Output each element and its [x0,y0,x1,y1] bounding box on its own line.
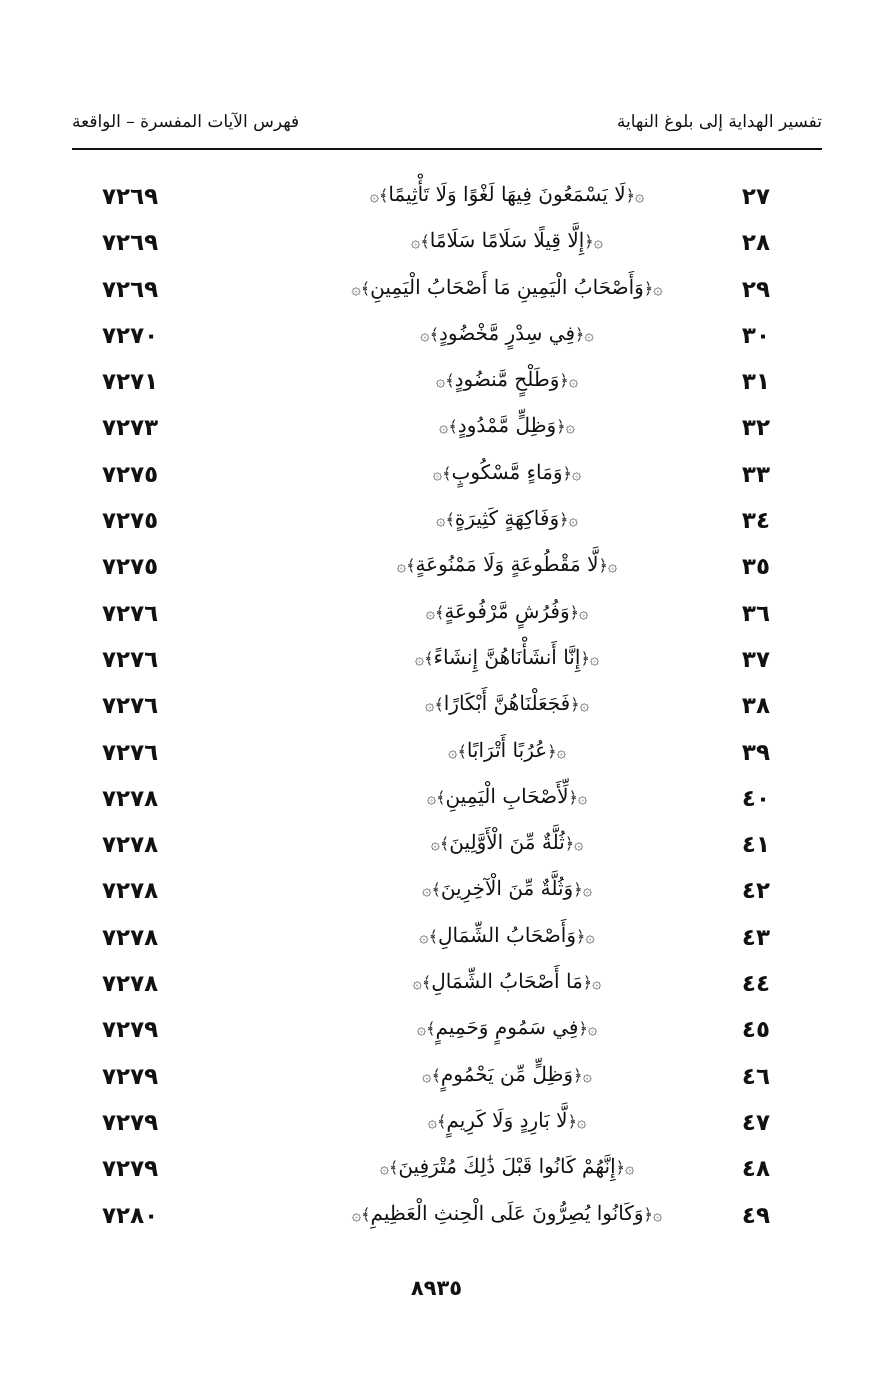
ornament-close-icon: ﴾۞ [351,1204,371,1224]
table-row [72,315,822,361]
ornament-open-icon: ۞﴿ [562,463,582,483]
page-reference: ٧٢٧٩ [102,1156,159,1183]
verse-number: ٤٢ [741,878,770,905]
page-reference: ٧٢٦٩ [102,184,159,210]
verse-text-content: مَا أَصْحَابُ الشِّمَالِ [431,969,583,994]
ornament-close-icon: ﴾۞ [425,602,445,622]
ornament-open-icon: ۞﴿ [547,741,566,761]
verse-number: ٤٧ [741,1109,770,1136]
ornament-open-icon: ۞﴿ [576,926,595,946]
verse-text [342,1201,672,1225]
verse-text [342,460,672,484]
ornament-open-icon: ۞﴿ [559,371,579,391]
page-reference: ٧٢٧٥ [102,508,159,535]
ornament-open-icon: ۞﴿ [567,1111,587,1131]
table-row [72,361,822,407]
ornament-close-icon: ﴾۞ [396,556,416,576]
verse-text [342,691,672,715]
table-row [72,593,822,639]
verse-number: ٤٦ [741,1063,770,1090]
page-reference: ٧٢٦٩ [102,230,159,257]
verse-text [342,506,672,530]
ornament-open-icon: ۞﴿ [643,1204,663,1224]
ornament-close-icon: ﴾۞ [427,1111,447,1131]
verse-text [342,1015,672,1039]
page-reference: ٧٢٧٨ [102,785,159,812]
verse-text [342,228,672,252]
ornament-open-icon: ۞﴿ [564,834,584,854]
verse-text-content: إِلَّا قِيلًا سَلَامًا سَلَامًا [429,228,585,253]
verse-number: ٢٧ [741,184,770,210]
verse-number: ٣٢ [741,415,770,442]
table-row [72,778,822,824]
ornament-open-icon: ۞﴿ [615,1158,635,1178]
table-row [72,407,822,453]
ornament-close-icon: ﴾۞ [448,741,467,761]
verse-text [342,738,672,762]
verse-text [342,599,672,623]
table-row [72,500,822,546]
verse-text [342,367,672,391]
verse-number: ٣٦ [741,600,770,627]
verse-text [342,784,672,808]
ornament-close-icon: ﴾۞ [369,186,389,205]
verse-number: ٤٨ [741,1156,770,1183]
page-reference: ٧٢٧٣ [102,415,159,442]
ornament-close-icon: ﴾۞ [430,834,450,854]
ornament-close-icon: ﴾۞ [420,324,439,344]
verse-text-content: ثُلَّةٌ مِّنَ الْأَوَّلِينَ [449,830,565,855]
verse-text [342,876,672,900]
verse-text-content: فِي سَمُومٍ وَحَمِيمٍ [435,1015,579,1040]
verse-number: ٢٩ [741,276,770,303]
verse-text-content: فِي سِدْرٍ مَّخْضُودٍ [438,320,576,345]
ornament-open-icon: ۞﴿ [559,510,578,530]
verse-number: ٤٣ [741,924,770,951]
table-row [72,963,822,1009]
verse-text [342,1154,672,1178]
verse-text-content: وَأَصْحَابُ الشِّمَالِ [437,922,577,947]
verse-number: ٤٥ [741,1017,770,1044]
ornament-close-icon: ﴾۞ [416,1019,436,1039]
page-reference: ٧٢٧٨ [102,832,159,859]
verse-text-content: لَا يَسْمَعُونَ فِيهَا لَغْوًا وَلَا تَأْثِيمًا [388,182,626,206]
page-reference: ٧٢٧١ [102,369,159,396]
table-row [72,454,822,500]
table-row [72,639,822,685]
verse-number: ٤٤ [741,971,770,998]
verse-text-content: وَطَلْحٍ مَّنضُودٍ [454,367,560,392]
table-row [72,1195,822,1241]
verse-text [342,830,672,854]
verse-text [342,1062,672,1086]
verse-text-content: لَّا بَارِدٍ وَلَا كَرِيمٍ [446,1107,568,1132]
verse-text-content: إِنَّا أَنشَأْنَاهُنَّ إِنشَاءً [433,644,581,669]
table-row [72,917,822,963]
ornament-open-icon: ۞﴿ [643,278,663,298]
section-title: فهرس الآيات المفسرة – الواقعة [72,112,300,132]
page-reference: ٧٢٧٠ [102,322,159,349]
verse-text-content: وَكَانُوا يُصِرُّونَ عَلَى الْحِنثِ الْعَظِيمِ [370,1200,644,1225]
ornament-open-icon: ۞﴿ [625,186,645,205]
table-row [72,1056,822,1102]
page-header [72,108,822,140]
verse-text-content: عُرُبًا أَتْرَابًا [466,737,548,762]
ornament-close-icon: ﴾۞ [414,648,434,668]
verse-text-content: وَثُلَّةٌ مِّنَ الْآخِرِينَ [440,876,574,901]
ornament-open-icon: ۞﴿ [582,973,602,993]
ornament-close-icon: ﴾۞ [436,510,455,530]
verse-number: ٣١ [741,369,770,396]
table-row [72,824,822,870]
ornament-open-icon: ۞﴿ [573,1065,592,1085]
page-number: ٨٩٣٥ [410,1276,463,1300]
verse-number: ٣٥ [741,554,770,581]
page-reference: ٧٢٧٩ [102,1063,159,1090]
verse-number: ٤٩ [741,1202,770,1229]
table-row [72,176,822,222]
ornament-open-icon: ۞﴿ [573,880,592,900]
verse-text [342,1108,672,1132]
ornament-open-icon: ۞﴿ [570,695,589,715]
ornament-close-icon: ﴾۞ [425,695,444,715]
ornament-close-icon: ﴾۞ [422,880,441,900]
ornament-close-icon: ﴾۞ [432,463,452,483]
ornament-close-icon: ﴾۞ [439,417,458,437]
table-row [72,222,822,268]
page-reference: ٧٢٨٠ [102,1202,159,1229]
verse-text [342,413,672,437]
verse-text [342,182,672,206]
verse-text-content: إِنَّهُمْ كَانُوا قَبْلَ ذَٰلِكَ مُتْرَفِينَ [398,1154,616,1179]
verse-number: ٣٣ [741,461,770,488]
page-reference: ٧٢٧٩ [102,1109,159,1136]
verse-text-content: فَجَعَلْنَاهُنَّ أَبْكَارًا [443,691,571,716]
verse-text-content: وَفُرُشٍ مَّرْفُوعَةٍ [444,598,570,623]
page-reference: ٧٢٧٨ [102,971,159,998]
verse-number: ٣٩ [741,739,770,766]
table-row [72,685,822,731]
verse-text-content: وَظِلٍّ مَّمْدُودٍ [457,413,557,438]
verse-number: ٣٤ [741,508,770,535]
verse-text-content: لَّا مَقْطُوعَةٍ وَلَا مَمْنُوعَةٍ [415,552,599,577]
ornament-close-icon: ﴾۞ [351,278,371,298]
verse-text-content: وَأَصْحَابُ الْيَمِينِ مَا أَصْحَابُ الْيَمِينِ [370,274,644,299]
verse-text [342,275,672,299]
page-reference: ٧٢٧٦ [102,646,159,673]
verse-text [342,969,672,993]
ornament-open-icon: ۞﴿ [584,232,604,252]
verse-number: ٢٨ [741,230,770,257]
page-reference: ٧٢٧٥ [102,461,159,488]
ornament-close-icon: ﴾۞ [422,1065,441,1085]
ornament-open-icon: ۞﴿ [598,556,618,576]
table-row [72,1009,822,1055]
ornament-close-icon: ﴾۞ [419,926,438,946]
ornament-close-icon: ﴾۞ [379,1158,399,1178]
page-reference: ٧٢٧٦ [102,600,159,627]
verse-index-table [72,176,822,1241]
table-row [72,732,822,778]
verse-text-content: وَمَاءٍ مَّسْكُوبٍ [451,459,563,484]
page-reference: ٧٢٧٦ [102,693,159,720]
ornament-close-icon: ﴾۞ [435,371,455,391]
verse-number: ٣٠ [741,322,770,349]
header-rule [72,148,822,150]
verse-text [342,321,672,345]
verse-text [342,923,672,947]
page-reference: ٧٢٧٦ [102,739,159,766]
verse-text [342,645,672,669]
verse-number: ٣٨ [741,693,770,720]
verse-text-content: وَفَاكِهَةٍ كَثِيرَةٍ [454,506,560,531]
table-row [72,1102,822,1148]
ornament-open-icon: ۞﴿ [580,648,600,668]
page-reference: ٧٢٧٨ [102,878,159,905]
verse-number: ٤١ [741,832,770,859]
table-row [72,546,822,592]
ornament-open-icon: ۞﴿ [556,417,575,437]
page-reference: ٧٢٦٩ [102,276,159,303]
table-row [72,870,822,916]
ornament-open-icon: ۞﴿ [569,602,589,622]
verse-number: ٤٠ [741,785,770,812]
verse-number: ٣٧ [741,646,770,673]
page-reference: ٧٢٧٨ [102,924,159,951]
table-row [72,1148,822,1194]
page-reference: ٧٢٧٩ [102,1017,159,1044]
ornament-close-icon: ﴾۞ [412,973,432,993]
verse-text-content: لِّأَصْحَابِ الْيَمِينِ [445,783,569,808]
ornament-open-icon: ۞﴿ [578,1019,598,1039]
table-row [72,269,822,315]
ornament-close-icon: ﴾۞ [426,787,446,807]
page-reference: ٧٢٧٥ [102,554,159,581]
book-title: تفسير الهداية إلى بلوغ النهاية [616,112,822,132]
verse-text-content: وَظِلٍّ مِّن يَحْمُومٍ [440,1061,574,1086]
ornament-close-icon: ﴾۞ [410,232,430,252]
ornament-open-icon: ۞﴿ [575,324,594,344]
verse-text [342,552,672,576]
ornament-open-icon: ۞﴿ [568,787,588,807]
